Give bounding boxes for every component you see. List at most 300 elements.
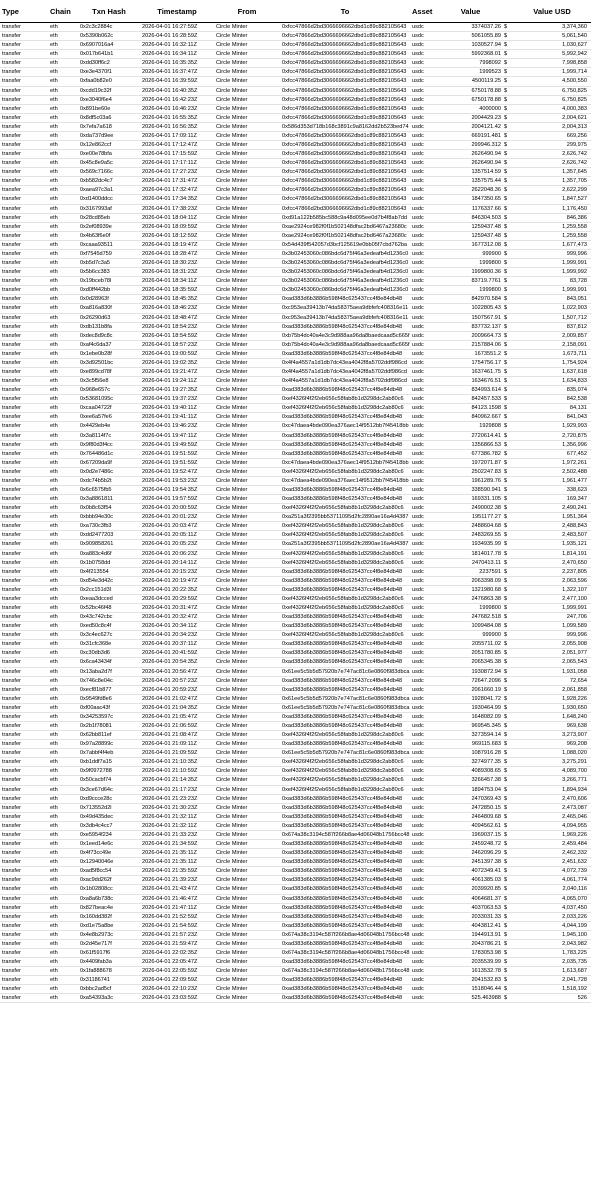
- cell-timestamp[interactable]: 2026-04-01 21:32:11Z: [140, 821, 214, 830]
- cell-from[interactable]: Circle Minter: [214, 785, 280, 794]
- cell-to[interactable]: 0xb75b4dc40a4e3c9d988aa96da8baedcaad5c665f: [282, 341, 410, 348]
- cell-type[interactable]: transfer: [0, 921, 48, 930]
- cell-txn-hash[interactable]: 0x2cc151d3l: [78, 585, 140, 594]
- cell-from[interactable]: Circle Minter: [214, 576, 280, 585]
- cell-timestamp[interactable]: 2026-04-01 20:19:47Z: [140, 576, 214, 585]
- cell-value-usd[interactable]: 4,061,774: [513, 876, 591, 885]
- cell-from[interactable]: Circle Minter: [214, 177, 280, 186]
- cell-chain[interactable]: eth: [48, 131, 78, 140]
- cell-type[interactable]: transfer: [0, 903, 48, 912]
- cell-value[interactable]: 1783053.98: [438, 948, 503, 957]
- cell-asset[interactable]: usdc: [410, 113, 438, 122]
- cell-chain[interactable]: eth: [48, 513, 78, 522]
- cell-from[interactable]: Circle Minter: [214, 703, 280, 712]
- cell-type[interactable]: transfer: [0, 23, 48, 32]
- cell-value-usd[interactable]: 2,051,977: [513, 649, 591, 658]
- cell-to[interactable]: 0xef4326f4f2f2eb656c58fab8b1d3298dc2ab80c6: [280, 594, 410, 603]
- cell-value[interactable]: 2051780.85: [438, 649, 503, 658]
- cell-asset[interactable]: usdc: [410, 440, 438, 449]
- cell-value-usd[interactable]: 526: [513, 994, 591, 1003]
- cell-currency[interactable]: $: [503, 504, 513, 513]
- cell-value-usd[interactable]: 2,061,858: [513, 685, 591, 694]
- cell-type[interactable]: transfer: [0, 404, 48, 413]
- cell-value-usd[interactable]: 83,728: [513, 277, 591, 286]
- cell-txn-hash[interactable]: 0x1b02808cc: [78, 885, 140, 894]
- table-row[interactable]: [0, 431, 591, 440]
- cell-asset[interactable]: usdc: [410, 903, 438, 912]
- cell-asset[interactable]: usdc: [410, 740, 438, 749]
- cell-from[interactable]: Circle Minter: [214, 23, 280, 32]
- cell-value[interactable]: 2451397.38: [438, 858, 503, 867]
- cell-to[interactable]: 0xfcc47866d2bd3066696662dbd1c89c882105643: [280, 195, 410, 204]
- cell-from[interactable]: Circle Minter: [214, 604, 280, 613]
- cell-asset[interactable]: usdc: [410, 404, 438, 413]
- cell-from[interactable]: Circle Minter: [214, 585, 280, 594]
- cell-timestamp[interactable]: 2026-04-01 18:34:11Z: [140, 277, 214, 286]
- cell-from[interactable]: Circle Minter: [214, 812, 280, 821]
- cell-from[interactable]: Circle Minter: [214, 958, 280, 967]
- cell-to[interactable]: 0xfcc47866d2bd3066696662dbd1c89c882105643: [280, 59, 410, 68]
- cell-chain[interactable]: eth: [48, 313, 78, 322]
- cell-txn-hash[interactable]: 0xb1ddf7a15: [78, 758, 140, 767]
- cell-chain[interactable]: eth: [48, 549, 78, 558]
- cell-chain[interactable]: eth: [48, 594, 78, 603]
- cell-asset[interactable]: usdc: [410, 985, 438, 994]
- table-row[interactable]: [0, 812, 591, 821]
- cell-asset[interactable]: usdc: [410, 286, 438, 295]
- cell-value-usd[interactable]: 4,044,199: [513, 921, 591, 930]
- cell-timestamp[interactable]: 2026-04-01 18:35:59Z: [140, 286, 214, 295]
- cell-timestamp[interactable]: 2026-04-01 21:35:11Z: [140, 849, 214, 858]
- cell-value-usd[interactable]: 2,065,543: [513, 658, 591, 667]
- cell-value-usd[interactable]: 999,996: [513, 249, 591, 258]
- cell-type[interactable]: transfer: [0, 803, 48, 812]
- cell-to[interactable]: 0x3b02453060c086bdc6d75f46a3edeafb4d1236c0: [282, 250, 409, 257]
- header-type[interactable]: Type: [0, 0, 48, 23]
- cell-asset[interactable]: usdc: [410, 322, 438, 331]
- cell-type[interactable]: transfer: [0, 948, 48, 957]
- cell-value-usd[interactable]: 2,622,299: [513, 186, 591, 195]
- cell-txn-hash[interactable]: 0xbbc2ad5cf: [78, 985, 140, 994]
- cell-currency[interactable]: $: [503, 640, 513, 649]
- cell-from[interactable]: Circle Minter: [214, 994, 280, 1003]
- cell-timestamp[interactable]: 2026-04-01 21:09:11Z: [140, 740, 214, 749]
- cell-timestamp[interactable]: 2026-04-01 21:35:59Z: [140, 867, 214, 876]
- cell-value-usd[interactable]: 1,357,705: [513, 177, 591, 186]
- cell-type[interactable]: transfer: [0, 585, 48, 594]
- table-row[interactable]: [0, 386, 591, 395]
- table-row[interactable]: [0, 295, 591, 304]
- cell-to[interactable]: 0xef4326f4f2f2eb656c58fab8b1d3298dc2ab80c6: [280, 785, 410, 794]
- cell-from[interactable]: Circle Minter: [214, 776, 280, 785]
- cell-chain[interactable]: eth: [48, 903, 78, 912]
- cell-type[interactable]: transfer: [0, 640, 48, 649]
- table-row[interactable]: [0, 767, 591, 776]
- cell-currency[interactable]: $: [503, 540, 513, 549]
- cell-value-usd[interactable]: 299,975: [513, 141, 591, 150]
- cell-type[interactable]: transfer: [0, 740, 48, 749]
- cell-value-usd[interactable]: 677,452: [513, 449, 591, 458]
- cell-value-usd[interactable]: 2,626,742: [513, 150, 591, 159]
- table-row[interactable]: [0, 785, 591, 794]
- cell-value[interactable]: 2626490.94: [438, 159, 503, 168]
- cell-currency[interactable]: $: [503, 994, 513, 1003]
- cell-timestamp[interactable]: 2026-04-01 16:42:23Z: [140, 95, 214, 104]
- cell-currency[interactable]: $: [503, 268, 513, 277]
- cell-type[interactable]: transfer: [0, 331, 48, 340]
- cell-to[interactable]: 0x61ee5c5b5d57920b7e747ac81c6e0860f983dbca: [282, 750, 410, 757]
- table-row[interactable]: [0, 50, 591, 59]
- table-row[interactable]: [0, 476, 591, 485]
- cell-value[interactable]: 6750178.88: [438, 86, 503, 95]
- cell-asset[interactable]: usdc: [410, 776, 438, 785]
- cell-txn-hash[interactable]: 0x3a8861811: [78, 495, 140, 504]
- cell-value[interactable]: 1999523: [438, 68, 503, 77]
- cell-timestamp[interactable]: 2026-04-01 20:05:23Z: [140, 540, 214, 549]
- cell-type[interactable]: transfer: [0, 104, 48, 113]
- cell-to[interactable]: 0xad383d6b3886b598f48c625437cc4f8e84db48: [280, 449, 410, 458]
- cell-from[interactable]: Circle Minter: [214, 86, 280, 95]
- cell-value[interactable]: 1507567.91: [438, 313, 503, 322]
- cell-type[interactable]: transfer: [0, 141, 48, 150]
- cell-value[interactable]: 1928041.72: [438, 694, 503, 703]
- cell-chain[interactable]: eth: [48, 849, 78, 858]
- cell-from[interactable]: Circle Minter: [214, 712, 280, 721]
- cell-value-usd[interactable]: 2,470,606: [513, 794, 591, 803]
- cell-txn-hash[interactable]: 0xe00e78bfa: [78, 150, 140, 159]
- cell-to[interactable]: 0xae2924ce982f0f1b502148dfac2bd6467a23680c: [280, 222, 410, 231]
- cell-txn-hash[interactable]: 0xe3040f6e4: [78, 95, 140, 104]
- cell-chain[interactable]: eth: [48, 930, 78, 939]
- cell-currency[interactable]: $: [503, 712, 513, 721]
- cell-to[interactable]: 0xad383d6b3886b598f48c625437cc4f8e84db48: [280, 658, 410, 667]
- cell-value[interactable]: 834993.614: [438, 386, 503, 395]
- cell-type[interactable]: transfer: [0, 694, 48, 703]
- cell-txn-hash[interactable]: 0xcaa04722f: [78, 404, 140, 413]
- cell-value-usd[interactable]: 2,004,621: [513, 113, 591, 122]
- cell-to[interactable]: 0xfcc47866d2bd3066696662dbd1c89c882105643: [280, 141, 410, 150]
- cell-type[interactable]: transfer: [0, 286, 48, 295]
- cell-value-usd[interactable]: 1,969,226: [513, 830, 591, 839]
- table-row[interactable]: [0, 41, 591, 50]
- cell-asset[interactable]: usdc: [410, 367, 438, 376]
- cell-txn-hash[interactable]: 0xd54e3d42c: [78, 576, 140, 585]
- cell-value-usd[interactable]: 4,072,739: [513, 867, 591, 876]
- cell-asset[interactable]: usdc: [410, 331, 438, 340]
- cell-txn-hash[interactable]: 0x52bc46f48: [78, 604, 140, 613]
- cell-chain[interactable]: eth: [48, 812, 78, 821]
- header-txn-hash[interactable]: Txn Hash: [78, 0, 140, 23]
- cell-chain[interactable]: eth: [48, 840, 78, 849]
- cell-timestamp[interactable]: 2026-04-01 21:09:59Z: [140, 749, 214, 758]
- cell-txn-hash[interactable]: 0x67209da9f: [78, 458, 140, 467]
- cell-from[interactable]: Circle Minter: [214, 749, 280, 758]
- cell-txn-hash[interactable]: 0x53681095c: [78, 395, 140, 404]
- cell-txn-hash[interactable]: 0x31186741: [78, 976, 140, 985]
- cell-value[interactable]: 4500119.25: [438, 77, 503, 86]
- cell-value[interactable]: 999900: [438, 249, 503, 258]
- cell-type[interactable]: transfer: [0, 722, 48, 731]
- cell-txn-hash[interactable]: 0x569c7166c: [78, 168, 140, 177]
- cell-value-usd[interactable]: 1,507,712: [513, 313, 591, 322]
- cell-type[interactable]: transfer: [0, 994, 48, 1003]
- cell-to[interactable]: 0xef4326f4f2f2eb656c58fab8b1d3298dc2ab80c6: [280, 522, 410, 531]
- cell-timestamp[interactable]: 2026-04-01 22:05:47Z: [140, 958, 214, 967]
- cell-type[interactable]: transfer: [0, 576, 48, 585]
- cell-timestamp[interactable]: 2026-04-01 16:46:23Z: [140, 104, 214, 113]
- table-row[interactable]: [0, 177, 591, 186]
- table-row[interactable]: [0, 104, 591, 113]
- cell-chain[interactable]: eth: [48, 858, 78, 867]
- cell-from[interactable]: Circle Minter: [214, 249, 280, 258]
- cell-value-usd[interactable]: 1,088,020: [513, 749, 591, 758]
- cell-to[interactable]: 0xfcc47866d2bd3066696662dbd1c89c882105643: [280, 150, 410, 159]
- cell-currency[interactable]: $: [503, 513, 513, 522]
- cell-txn-hash[interactable]: 0x7efa7a618: [78, 122, 140, 131]
- cell-to[interactable]: 0x61ee5c5b5d57920b7e747ac81c6e0860f983dbca: [282, 668, 410, 675]
- cell-to[interactable]: 0xef4326f4f2f2eb656c58fab8b1d3298dc2ab80c6: [280, 604, 410, 613]
- table-row[interactable]: [0, 404, 591, 413]
- cell-type[interactable]: transfer: [0, 240, 48, 249]
- cell-chain[interactable]: eth: [48, 195, 78, 204]
- cell-chain[interactable]: eth: [48, 422, 78, 431]
- cell-to[interactable]: 0xef4326f4f2f2eb656c58fab8b1d3298dc2ab80c6: [280, 549, 410, 558]
- cell-currency[interactable]: $: [503, 667, 513, 676]
- cell-value[interactable]: 3374037.26: [438, 23, 503, 32]
- cell-type[interactable]: transfer: [0, 667, 48, 676]
- cell-asset[interactable]: usdc: [410, 141, 438, 150]
- cell-currency[interactable]: $: [503, 476, 513, 485]
- cell-txn-hash[interactable]: 0xfaa0b82e0: [78, 77, 140, 86]
- cell-chain[interactable]: eth: [48, 286, 78, 295]
- cell-value-usd[interactable]: 835,074: [513, 386, 591, 395]
- cell-type[interactable]: transfer: [0, 849, 48, 858]
- cell-from[interactable]: Circle Minter: [214, 840, 280, 849]
- header-asset[interactable]: Asset: [410, 0, 438, 23]
- cell-to[interactable]: 0x674a38c3194c587f266b8ae4d06048b1756bcc48: [282, 968, 410, 975]
- cell-type[interactable]: transfer: [0, 322, 48, 331]
- cell-to[interactable]: 0xad383d6b3886b598f48c625437cc4f8e84db48: [280, 722, 410, 731]
- cell-txn-hash[interactable]: 0x3167993af: [78, 204, 140, 213]
- cell-to[interactable]: 0xfcc47866d2bd3066696662dbd1c89c882105643: [280, 177, 410, 186]
- cell-from[interactable]: Circle Minter: [214, 131, 280, 140]
- cell-timestamp[interactable]: 2026-04-01 22:10:23Z: [140, 985, 214, 994]
- table-row[interactable]: [0, 803, 591, 812]
- cell-asset[interactable]: usdc: [410, 767, 438, 776]
- cell-timestamp[interactable]: 2026-04-01 21:39:23Z: [140, 876, 214, 885]
- cell-asset[interactable]: usdc: [410, 930, 438, 939]
- cell-from[interactable]: Circle Minter: [214, 431, 280, 440]
- cell-timestamp[interactable]: 2026-04-01 17:27:23Z: [140, 168, 214, 177]
- cell-to[interactable]: 0xad383d6b3886b598f48c625437cc4f8e84db48: [280, 386, 410, 395]
- cell-chain[interactable]: eth: [48, 23, 78, 32]
- cell-from[interactable]: Circle Minter: [214, 549, 280, 558]
- cell-from[interactable]: Circle Minter: [214, 631, 280, 640]
- cell-asset[interactable]: usdc: [410, 631, 438, 640]
- cell-from[interactable]: Circle Minter: [214, 867, 280, 876]
- cell-asset[interactable]: usdc: [410, 495, 438, 504]
- cell-value-usd[interactable]: 2,459,484: [513, 840, 591, 849]
- cell-to[interactable]: 0xfcc47866d2bd3066696662dbd1c89c882105643: [280, 186, 410, 195]
- cell-type[interactable]: transfer: [0, 830, 48, 839]
- cell-txn-hash[interactable]: 0xe3e4370f1: [78, 68, 140, 77]
- cell-to[interactable]: 0xad383d6b3886b598f48c625437cc4f8e84db48: [280, 440, 410, 449]
- cell-chain[interactable]: eth: [48, 168, 78, 177]
- cell-to[interactable]: 0xad383d6b3886b598f48c625437cc4f8e84db48: [280, 295, 410, 304]
- cell-type[interactable]: transfer: [0, 858, 48, 867]
- cell-currency[interactable]: $: [503, 930, 513, 939]
- table-row[interactable]: [0, 613, 591, 622]
- table-row[interactable]: [0, 731, 591, 740]
- cell-timestamp[interactable]: 2026-04-01 21:43:47Z: [140, 885, 214, 894]
- table-row[interactable]: [0, 86, 591, 95]
- cell-from[interactable]: Circle Minter: [214, 304, 280, 313]
- cell-chain[interactable]: eth: [48, 104, 78, 113]
- cell-asset[interactable]: usdc: [410, 467, 438, 476]
- cell-currency[interactable]: $: [503, 776, 513, 785]
- cell-value[interactable]: 2035539.99: [438, 958, 503, 967]
- cell-value[interactable]: 1356866.53: [438, 440, 503, 449]
- cell-from[interactable]: Circle Minter: [214, 168, 280, 177]
- cell-currency[interactable]: $: [503, 367, 513, 376]
- cell-txn-hash[interactable]: 0xe5954f234: [78, 830, 140, 839]
- cell-to[interactable]: 0xef4326f4f2f2eb656c58fab8b1d3298dc2ab80c6: [280, 776, 410, 785]
- cell-value-usd[interactable]: 4,089,700: [513, 767, 591, 776]
- cell-type[interactable]: transfer: [0, 703, 48, 712]
- cell-type[interactable]: transfer: [0, 976, 48, 985]
- cell-type[interactable]: transfer: [0, 395, 48, 404]
- cell-to[interactable]: 0xad383d6b3886b598f48c625437cc4f8e84db48: [280, 431, 410, 440]
- cell-txn-hash[interactable]: 0x7abbf4f4eb: [78, 749, 140, 758]
- table-row[interactable]: [0, 685, 591, 694]
- cell-currency[interactable]: $: [503, 703, 513, 712]
- cell-txn-hash[interactable]: 0x5390b062c: [78, 32, 140, 41]
- table-row[interactable]: [0, 876, 591, 885]
- cell-value-usd[interactable]: 2,237,805: [513, 567, 591, 576]
- table-row[interactable]: [0, 676, 591, 685]
- cell-to[interactable]: 0xd91a122b585bc588c9a48d095ee0d7b4f8ab7dd: [280, 213, 410, 222]
- cell-currency[interactable]: $: [503, 340, 513, 349]
- cell-asset[interactable]: usdc: [410, 531, 438, 540]
- table-row[interactable]: [0, 150, 591, 159]
- cell-timestamp[interactable]: 2026-04-01 18:54:59Z: [140, 331, 214, 340]
- cell-currency[interactable]: $: [503, 821, 513, 830]
- cell-txn-hash[interactable]: 0x26290d63: [78, 313, 140, 322]
- cell-timestamp[interactable]: 2026-04-01 21:10:35Z: [140, 758, 214, 767]
- cell-timestamp[interactable]: 2026-04-01 20:54:35Z: [140, 658, 214, 667]
- cell-timestamp[interactable]: 2026-04-01 21:35:11Z: [140, 858, 214, 867]
- cell-timestamp[interactable]: 2026-04-01 20:34:23Z: [140, 631, 214, 640]
- table-row[interactable]: [0, 776, 591, 785]
- cell-value-usd[interactable]: 3,374,360: [513, 23, 591, 32]
- table-row[interactable]: [0, 576, 591, 585]
- cell-from[interactable]: Circle Minter: [214, 513, 280, 522]
- cell-timestamp[interactable]: 2026-04-01 21:52:59Z: [140, 912, 214, 921]
- table-row[interactable]: [0, 286, 591, 295]
- cell-type[interactable]: transfer: [0, 939, 48, 948]
- cell-to[interactable]: 0xad383d6b3886b598f48c625437cc4f8e84db48: [280, 712, 410, 721]
- cell-asset[interactable]: usdc: [410, 95, 438, 104]
- table-row[interactable]: [0, 59, 591, 68]
- cell-value[interactable]: 1648082.09: [438, 712, 503, 721]
- cell-txn-hash[interactable]: 0x34253597c: [78, 712, 140, 721]
- table-row[interactable]: [0, 976, 591, 985]
- cell-txn-hash[interactable]: 0x1ebe0b28f: [78, 349, 140, 358]
- cell-value[interactable]: 2061660.19: [438, 685, 503, 694]
- cell-txn-hash[interactable]: 0xa883c4d6f: [78, 549, 140, 558]
- cell-chain[interactable]: eth: [48, 222, 78, 231]
- cell-timestamp[interactable]: 2026-04-01 23:03:59Z: [140, 994, 214, 1003]
- table-row[interactable]: [0, 967, 591, 976]
- cell-from[interactable]: Circle Minter: [214, 667, 280, 676]
- cell-timestamp[interactable]: 2026-04-01 21:10:59Z: [140, 767, 214, 776]
- cell-txn-hash[interactable]: 0x3db4c4cc7: [78, 821, 140, 830]
- cell-currency[interactable]: $: [503, 803, 513, 812]
- cell-value[interactable]: 5061055.89: [438, 32, 503, 41]
- cell-value-usd[interactable]: 1,259,558: [513, 222, 591, 231]
- cell-from[interactable]: Circle Minter: [214, 422, 280, 431]
- cell-type[interactable]: transfer: [0, 186, 48, 195]
- cell-from[interactable]: Circle Minter: [214, 77, 280, 86]
- table-row[interactable]: [0, 903, 591, 912]
- cell-timestamp[interactable]: 2026-04-01 20:15:23Z: [140, 567, 214, 576]
- cell-value-usd[interactable]: 1,814,191: [513, 549, 591, 558]
- cell-value[interactable]: 1634676.51: [438, 377, 503, 386]
- cell-currency[interactable]: $: [503, 867, 513, 876]
- cell-type[interactable]: transfer: [0, 604, 48, 613]
- cell-currency[interactable]: $: [503, 249, 513, 258]
- cell-from[interactable]: Circle Minter: [214, 104, 280, 113]
- cell-to[interactable]: 0x61ee5c5b5d57920b7e747ac81c6e0860f983dbca: [282, 695, 410, 702]
- cell-from[interactable]: Circle Minter: [214, 122, 280, 131]
- cell-value-usd[interactable]: 4,500,550: [513, 77, 591, 86]
- cell-asset[interactable]: usdc: [410, 159, 438, 168]
- cell-value[interactable]: 1999800: [438, 259, 503, 268]
- cell-value-usd[interactable]: 3,275,291: [513, 758, 591, 767]
- cell-value[interactable]: 1087916.28: [438, 749, 503, 758]
- cell-currency[interactable]: $: [503, 740, 513, 749]
- table-row[interactable]: [0, 885, 591, 894]
- cell-asset[interactable]: usdc: [410, 558, 438, 567]
- cell-value-usd[interactable]: 1,999,991: [513, 604, 591, 613]
- table-row[interactable]: [0, 912, 591, 921]
- table-row[interactable]: [0, 395, 591, 404]
- cell-chain[interactable]: eth: [48, 658, 78, 667]
- table-row[interactable]: [0, 622, 591, 631]
- cell-to[interactable]: 0x3b02453060c086bdc6d75f46a3edeafb4d1236c0: [282, 278, 409, 285]
- header-timestamp[interactable]: Timestamp: [140, 0, 214, 23]
- cell-value[interactable]: 1969037.15: [438, 830, 503, 839]
- cell-value-usd[interactable]: 2,720,875: [513, 431, 591, 440]
- cell-value[interactable]: 2004429.23: [438, 113, 503, 122]
- cell-value-usd[interactable]: 1,677,473: [513, 240, 591, 249]
- cell-type[interactable]: transfer: [0, 340, 48, 349]
- cell-to[interactable]: 0xb75b4dc40a4e3c9d988aa96da8baedcaad5c665f: [282, 332, 410, 339]
- cell-from[interactable]: Circle Minter: [214, 331, 280, 340]
- cell-value[interactable]: 4043812.41: [438, 921, 503, 930]
- cell-value[interactable]: 1637461.75: [438, 367, 503, 376]
- cell-chain[interactable]: eth: [48, 558, 78, 567]
- cell-value[interactable]: 4072349.41: [438, 867, 503, 876]
- cell-value[interactable]: 2039920.85: [438, 885, 503, 894]
- table-row[interactable]: [0, 213, 591, 222]
- cell-value-usd[interactable]: 2,035,735: [513, 958, 591, 967]
- cell-type[interactable]: transfer: [0, 567, 48, 576]
- cell-chain[interactable]: eth: [48, 731, 78, 740]
- cell-txn-hash[interactable]: 0x31cfc368e: [78, 640, 140, 649]
- cell-value[interactable]: 3273594.14: [438, 731, 503, 740]
- cell-from[interactable]: Circle Minter: [214, 95, 280, 104]
